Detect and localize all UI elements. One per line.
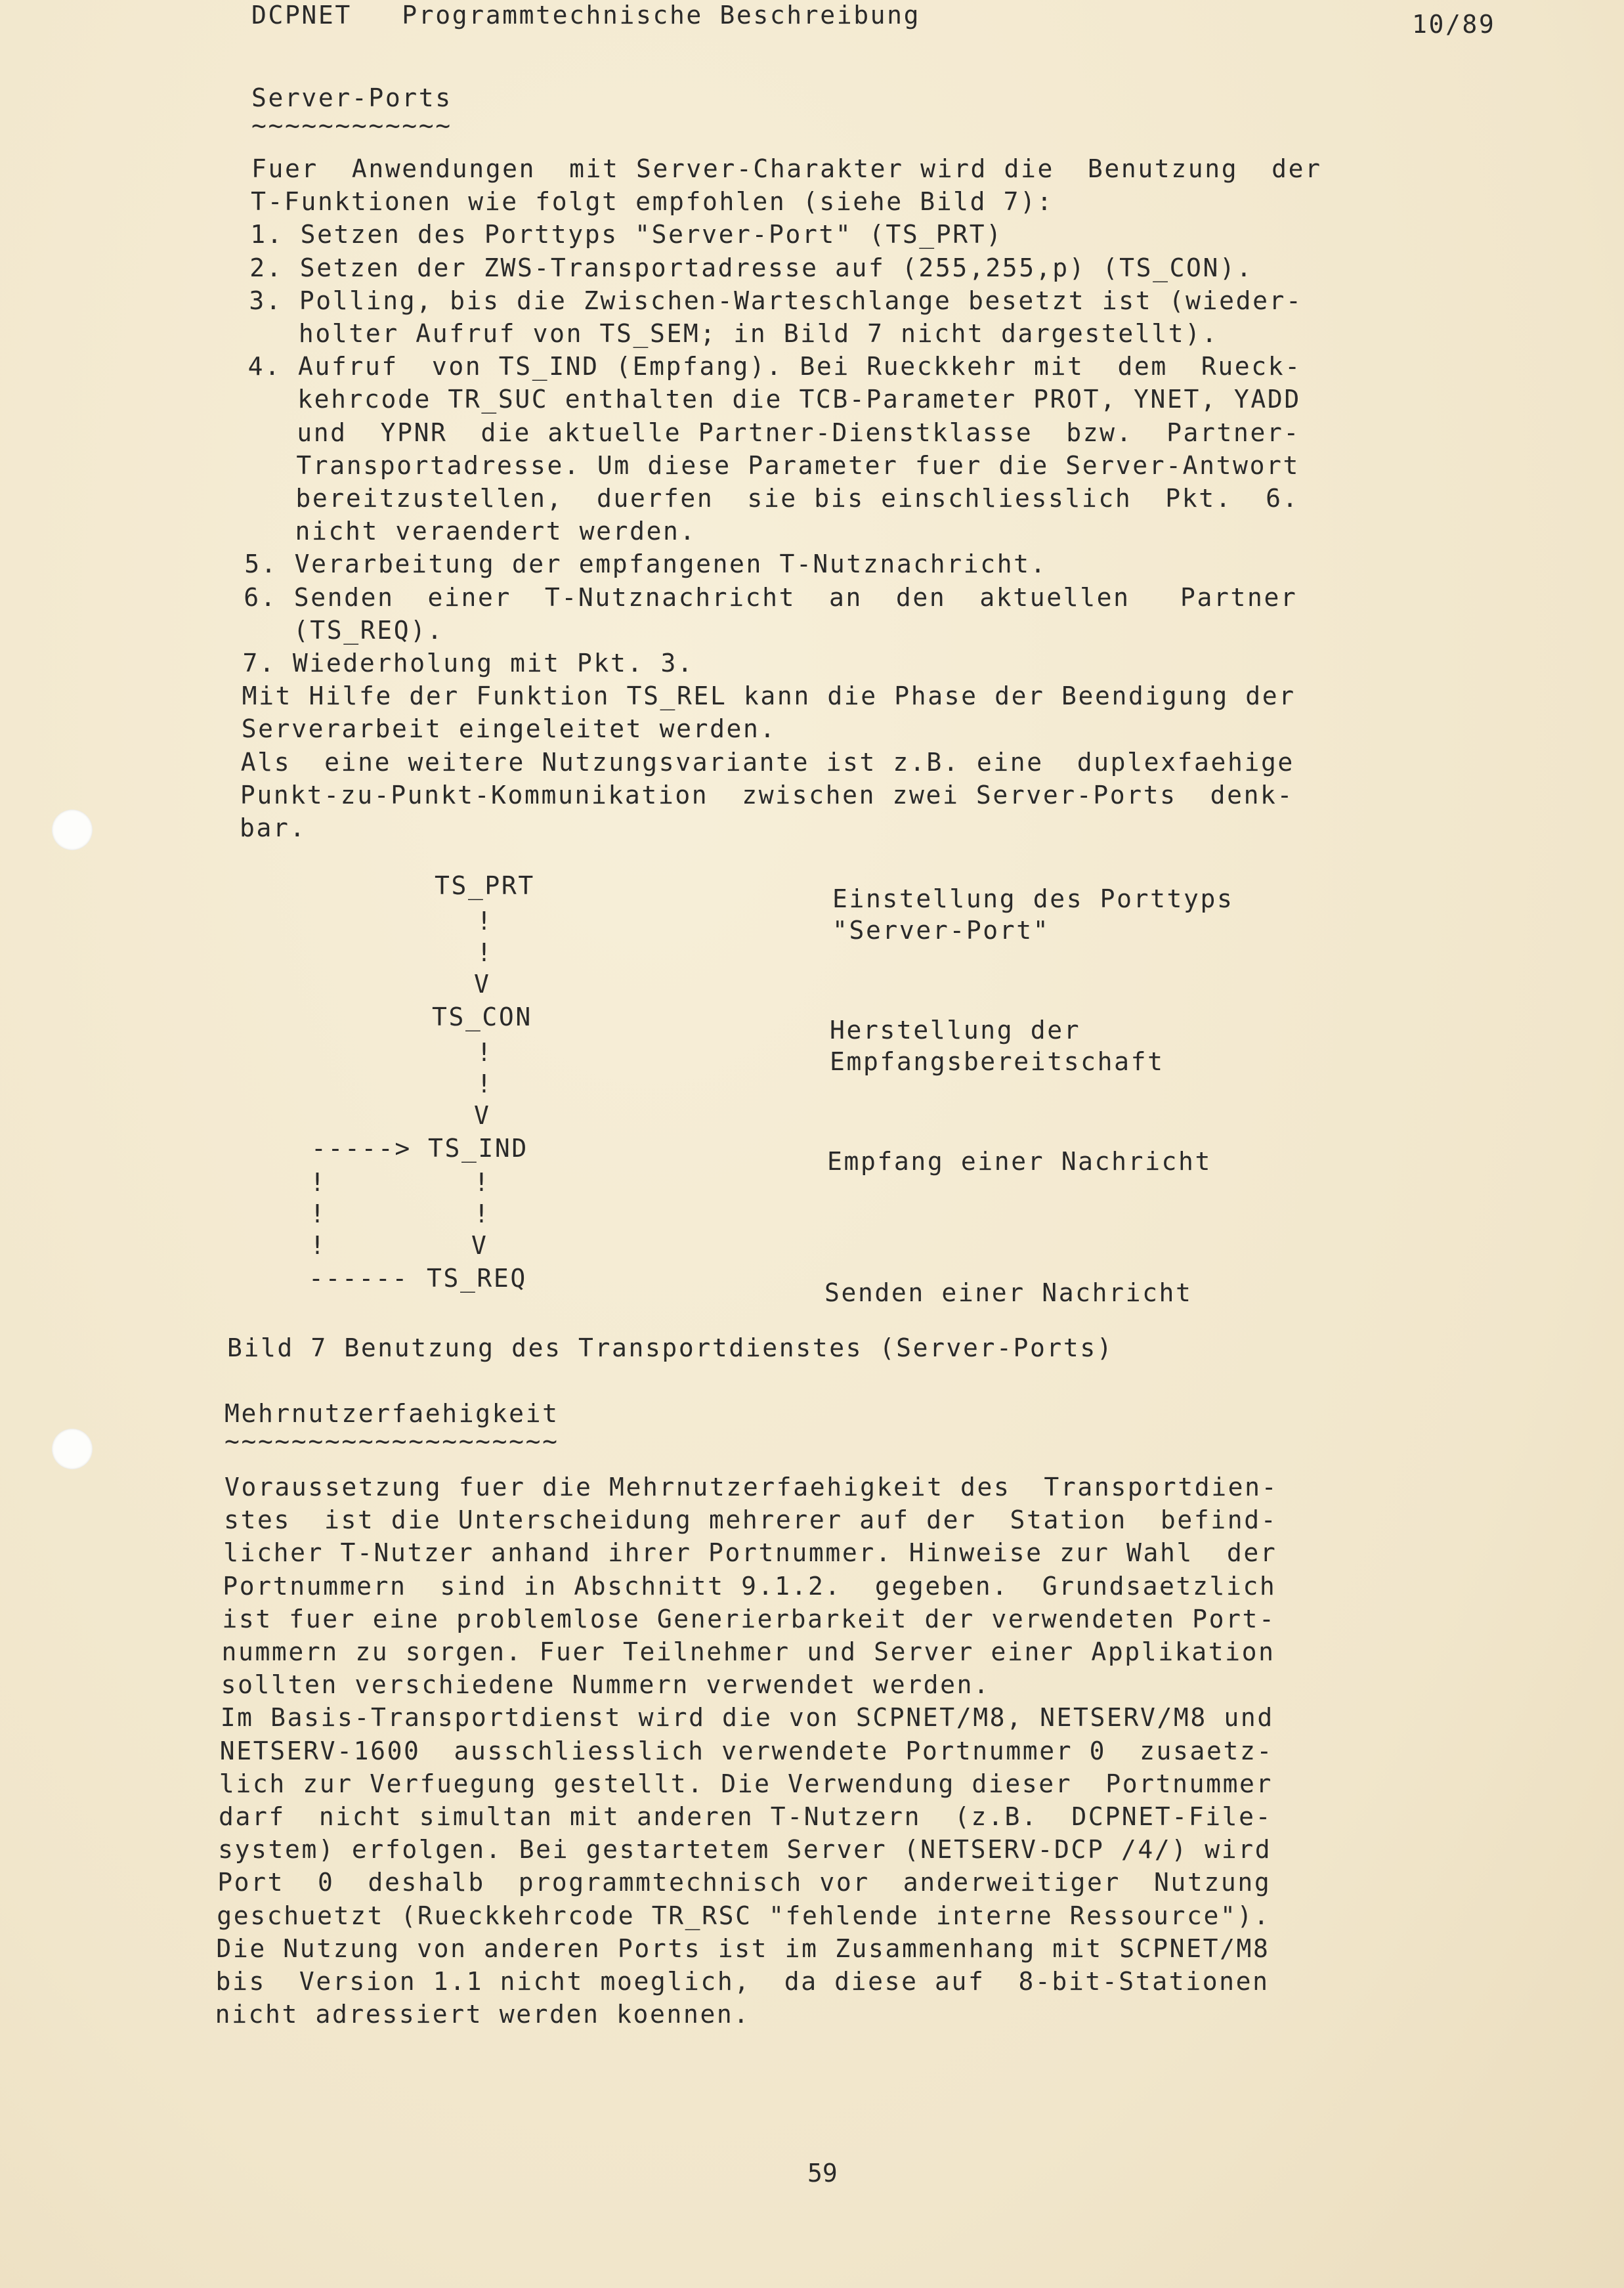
node-ts-con: TS_CON: [432, 1003, 532, 1031]
text-line: stes ist die Unterscheidung mehrerer auf der Station befind-: [224, 1505, 1278, 1535]
text-line: Voraussetzung fuer die Mehrnutzerfaehigkeit des Transportdien-: [224, 1473, 1279, 1501]
desc-con-2: Empfangsbereitschaft: [830, 1047, 1165, 1076]
text-line: 3. Polling, bis die Zwischen-Warteschlange besetzt ist (wieder-: [249, 286, 1303, 315]
flow-arrow-head: V: [474, 970, 491, 999]
text-line: lich zur Verfuegung gestellt. Die Verwendung dieser Portnummer: [219, 1769, 1273, 1798]
title-underline: ~~~~~~~~~~~~~~~~~~~~: [224, 1427, 559, 1456]
text-line: 1. Setzen des Porttyps "Server-Port" (TS_PRT): [250, 220, 1003, 249]
section-title: Mehrnutzerfaehigkeit: [224, 1399, 559, 1428]
flow-arrow-head: V: [474, 1101, 491, 1130]
text-line: und YPNR die aktuelle Partner-Dienstklasse bzw. Partner-: [246, 418, 1300, 447]
text-line: nicht veraendert werden.: [245, 517, 696, 546]
loop-arrow: ----->: [311, 1134, 412, 1163]
flow-pipe: !: [474, 1168, 491, 1197]
text-line: sollten verschiedene Nummern verwendet werden.: [221, 1670, 991, 1700]
flow-pipe: !: [477, 1069, 494, 1098]
text-line: holter Aufruf von TS_SEM; in Bild 7 nicht dargestellt).: [248, 319, 1219, 348]
loop-pipe: !: [310, 1168, 327, 1197]
text-line: Punkt-zu-Punkt-Kommunikation zwischen zwei Server-Ports denk-: [240, 780, 1294, 809]
text-line: (TS_REQ).: [243, 615, 444, 645]
desc-ind: Empfang einer Nachricht: [827, 1147, 1212, 1176]
text-line: licher T-Nutzer anhand ihrer Portnummer. Hinweise zur Wahl der: [223, 1538, 1277, 1568]
text-line: ist fuer eine problemlose Generierbarkeit der verwendeten Port-: [222, 1604, 1276, 1633]
text-line: system) erfolgen. Bei gestartetem Server (NETSERV-DCP /4/) wird: [218, 1835, 1272, 1865]
page-number: 59: [807, 2159, 838, 2188]
text-line: bereitzustellen, duerfen sie bis einschliesslich Pkt. 6.: [246, 484, 1300, 513]
header-left: DCPNET Programmtechnische Beschreibung: [251, 1, 921, 30]
text-line: 5. Verarbeitung der empfangenen T-Nutznachricht.: [244, 550, 1048, 579]
flow-arrow-head: V: [471, 1231, 488, 1260]
text-line: 7. Wiederholung mit Pkt. 3.: [242, 649, 694, 678]
text-line: bar.: [240, 813, 307, 842]
section-title: Server-Ports: [251, 83, 452, 112]
node-ts-ind: TS_IND: [428, 1134, 528, 1163]
text-line: Serverarbeit eingeleitet werden.: [241, 714, 777, 744]
loop-pipe: !: [310, 1199, 327, 1228]
text-line: Als eine weitere Nutzungsvariante ist z.B. eine duplexfaehige: [240, 747, 1294, 777]
flow-pipe: !: [477, 1038, 494, 1067]
node-ts-prt: TS_PRT: [435, 871, 535, 900]
title-underline: ~~~~~~~~~~~~: [251, 111, 452, 140]
text-line: 6. Senden einer T-Nutznachricht an den aktuellen Partner: [244, 582, 1298, 612]
text-line: nummern zu sorgen. Fuer Teilnehmer und Server einer Applikation: [221, 1637, 1275, 1666]
figure-caption: Bild 7 Benutzung des Transportdienstes (Server-Ports): [227, 1333, 1114, 1362]
text-line: Mit Hilfe der Funktion TS_REL kann die Phase der Beendigung der: [242, 681, 1296, 711]
desc-req: Senden einer Nachricht: [824, 1278, 1193, 1307]
text-line: Im Basis-Transportdienst wird die von SCPNET/M8, NETSERV/M8 und: [220, 1703, 1274, 1733]
text-line: bis Version 1.1 nicht moeglich, da diese auf 8-bit-Stationen: [215, 1967, 1270, 1996]
text-line: kehrcode TR_SUC enthalten die TCB-Parameter PROT, YNET, YADD: [247, 385, 1301, 414]
text-line: Port 0 deshalb programmtechnisch vor anderweitiger Nutzung: [217, 1868, 1271, 1897]
text-line: T-Funktionen wie folgt empfohlen (siehe Bild 7):: [251, 187, 1054, 217]
desc-prt-2: "Server-Port": [832, 916, 1050, 945]
desc-prt-1: Einstellung des Porttyps: [832, 884, 1234, 913]
punch-hole-lower: [52, 1429, 93, 1469]
flow-pipe: !: [477, 907, 494, 936]
text-line: NETSERV-1600 ausschliesslich verwendete Portnummer 0 zusaetz-: [219, 1736, 1273, 1765]
header-right: 10/89: [1412, 10, 1496, 39]
punch-hole-upper: [52, 809, 93, 850]
loop-back: ------: [309, 1264, 409, 1293]
text-line: Transportadresse. Um diese Parameter fuer die Server-Antwort: [246, 450, 1300, 480]
loop-pipe: !: [310, 1231, 327, 1260]
node-ts-req: TS_REQ: [427, 1264, 527, 1293]
text-line: nicht adressiert werden koennen.: [215, 2000, 750, 2029]
flow-pipe: !: [474, 1199, 491, 1228]
text-line: Fuer Anwendungen mit Server-Charakter wird die Benutzung der: [251, 154, 1322, 183]
text-line: 4. Aufruf von TS_IND (Empfang). Bei Rueckkehr mit dem Rueck-: [247, 352, 1302, 381]
text-line: Die Nutzung von anderen Ports ist im Zusammenhang mit SCPNET/M8: [216, 1933, 1270, 1963]
text-line: geschuetzt (Rueckkehrcode TR_RSC "fehlende interne Ressource").: [217, 1901, 1271, 1930]
text-line: Portnummern sind in Abschnitt 9.1.2. gegeben. Grundsaetzlich: [223, 1571, 1277, 1601]
text-line: darf nicht simultan mit anderen T-Nutzern (z.B. DCPNET-File-: [219, 1802, 1273, 1831]
flow-pipe: !: [477, 938, 494, 967]
desc-con-1: Herstellung der: [830, 1016, 1081, 1045]
text-line: 2. Setzen der ZWS-Transportadresse auf (255,255,p) (TS_CON).: [249, 253, 1253, 282]
